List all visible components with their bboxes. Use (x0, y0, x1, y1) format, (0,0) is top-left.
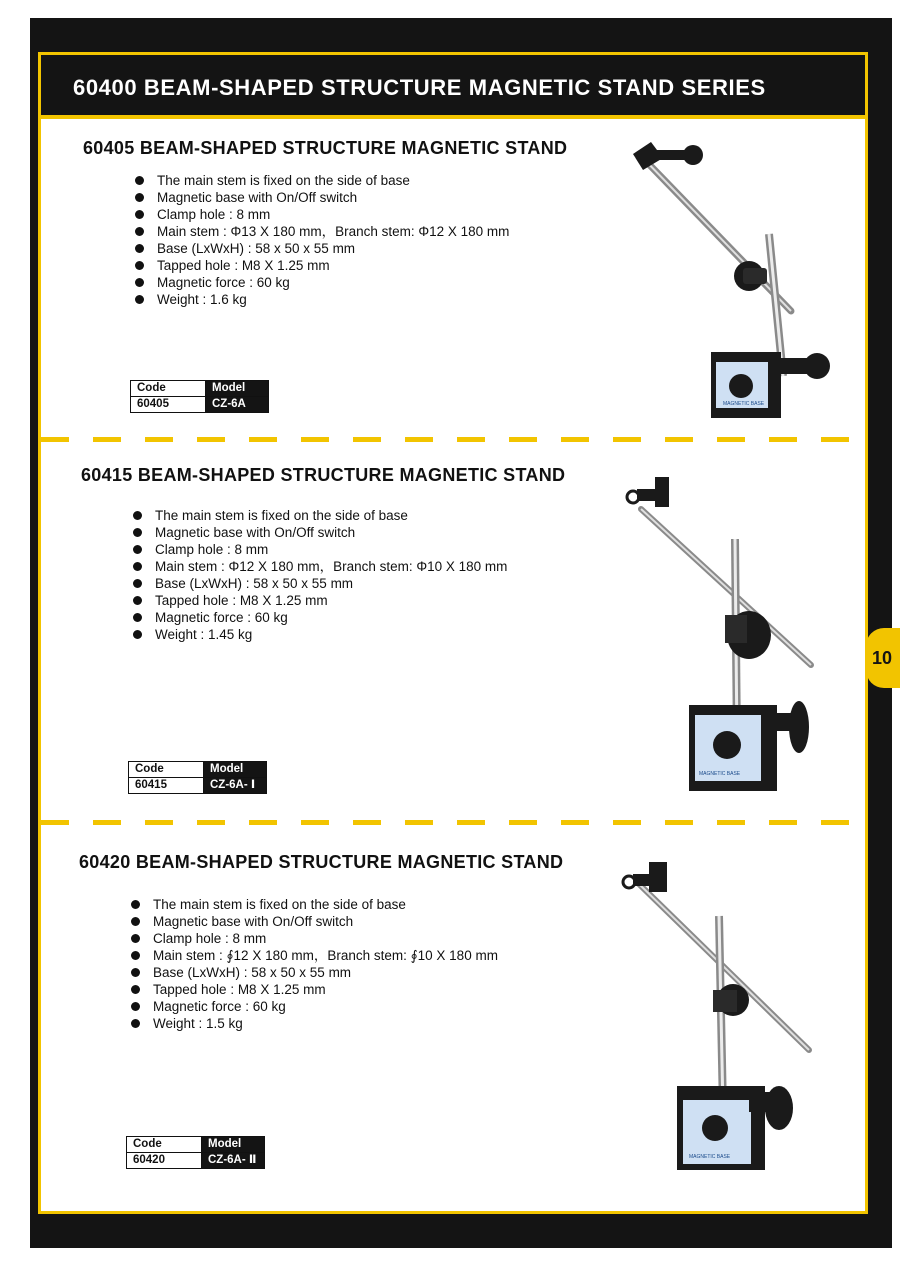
feature-item: Base (LxWxH) : 58 x 50 x 55 mm (133, 240, 509, 257)
bullet-icon (131, 1019, 140, 1028)
bullet-icon (131, 968, 140, 977)
magnetic-stand-image (611, 136, 851, 426)
feature-item: Clamp hole : 8 mm (129, 930, 498, 947)
feature-item: Magnetic force : 60 kg (129, 998, 498, 1015)
model-value: CZ-6A- Ⅱ (202, 1153, 265, 1169)
magnetic-stand-image (619, 860, 839, 1180)
feature-item: Tapped hole : M8 X 1.25 mm (131, 592, 507, 609)
feature-item: The main stem is fixed on the side of base (133, 172, 509, 189)
product-title: 60405 BEAM-SHAPED STRUCTURE MAGNETIC STAND (83, 138, 568, 158)
code-header: Code (129, 762, 204, 778)
feature-item: Magnetic base with On/Off switch (133, 189, 509, 206)
feature-item: Main stem : Φ13 X 180 mm，Branch stem: Φ12 X 180 mm (133, 223, 509, 240)
feature-item: The main stem is fixed on the side of base (131, 507, 507, 524)
code-model-table (126, 1136, 265, 1169)
bullet-icon (135, 193, 144, 202)
feature-list (133, 172, 509, 308)
bullet-icon (131, 1002, 140, 1011)
feature-item: Clamp hole : 8 mm (131, 541, 507, 558)
page-number: 10 (872, 648, 893, 668)
feature-item: Base (LxWxH) : 58 x 50 x 55 mm (131, 575, 507, 592)
svg-text:MAGNETIC BASE: MAGNETIC BASE (723, 401, 765, 407)
product-title: 60420 BEAM-SHAPED STRUCTURE MAGNETIC STAND (79, 852, 564, 872)
bullet-icon (135, 210, 144, 219)
bullet-icon (131, 985, 140, 994)
feature-item: Main stem : ∮12 X 180 mm，Branch stem: ∮10 X 180 mm (129, 947, 498, 964)
feature-item: Weight : 1.6 kg (133, 291, 509, 308)
bullet-icon (133, 545, 142, 554)
code-model-table (128, 761, 267, 794)
series-title: 60400 BEAM-SHAPED STRUCTURE MAGNETIC STAND SERIES (73, 75, 766, 100)
series-header (41, 55, 865, 119)
feature-item: The main stem is fixed on the side of base (129, 896, 498, 913)
bullet-icon (133, 579, 142, 588)
feature-item: Tapped hole : M8 X 1.25 mm (129, 981, 498, 998)
feature-item: Magnetic force : 60 kg (133, 274, 509, 291)
code-model-table (130, 380, 269, 413)
bullet-icon (135, 261, 144, 270)
bullet-icon (135, 227, 144, 236)
magnetic-stand-image (619, 475, 839, 795)
feature-item: Main stem : Φ12 X 180 mm，Branch stem: Φ10 X 180 mm (131, 558, 507, 575)
feature-item: Clamp hole : 8 mm (133, 206, 509, 223)
bullet-icon (133, 528, 142, 537)
dashed-divider (41, 437, 865, 442)
bullet-icon (131, 900, 140, 909)
feature-item: Magnetic base with On/Off switch (131, 524, 507, 541)
feature-item: Magnetic base with On/Off switch (129, 913, 498, 930)
product-section-60415 (41, 455, 865, 815)
model-value: CZ-6A- Ⅰ (204, 778, 267, 794)
bullet-icon (133, 511, 142, 520)
bullet-icon (135, 295, 144, 304)
svg-text:MAGNETIC BASE: MAGNETIC BASE (689, 1154, 731, 1160)
code-value: 60405 (131, 397, 206, 413)
code-header: Code (127, 1137, 202, 1153)
model-header: Model (206, 381, 269, 397)
page-number-tab (866, 628, 900, 688)
bullet-icon (131, 917, 140, 926)
model-value: CZ-6A (206, 397, 269, 413)
code-header: Code (131, 381, 206, 397)
svg-text:MAGNETIC BASE: MAGNETIC BASE (699, 771, 741, 777)
feature-list (129, 896, 498, 1032)
bullet-icon (133, 596, 142, 605)
bullet-icon (133, 630, 142, 639)
feature-item: Tapped hole : M8 X 1.25 mm (133, 257, 509, 274)
feature-item: Weight : 1.45 kg (131, 626, 507, 643)
feature-item: Weight : 1.5 kg (129, 1015, 498, 1032)
product-title: 60415 BEAM-SHAPED STRUCTURE MAGNETIC STAND (81, 465, 566, 485)
bullet-icon (135, 244, 144, 253)
code-value: 60415 (129, 778, 204, 794)
bullet-icon (131, 934, 140, 943)
model-header: Model (202, 1137, 265, 1153)
product-section-60420 (41, 840, 865, 1210)
feature-list (131, 507, 507, 643)
bullet-icon (131, 951, 140, 960)
dashed-divider (41, 820, 865, 825)
bullet-icon (135, 176, 144, 185)
bullet-icon (133, 562, 142, 571)
product-section-60405 (41, 130, 865, 440)
bullet-icon (133, 613, 142, 622)
feature-item: Base (LxWxH) : 58 x 50 x 55 mm (129, 964, 498, 981)
feature-item: Magnetic force : 60 kg (131, 609, 507, 626)
model-header: Model (204, 762, 267, 778)
code-value: 60420 (127, 1153, 202, 1169)
bullet-icon (135, 278, 144, 287)
